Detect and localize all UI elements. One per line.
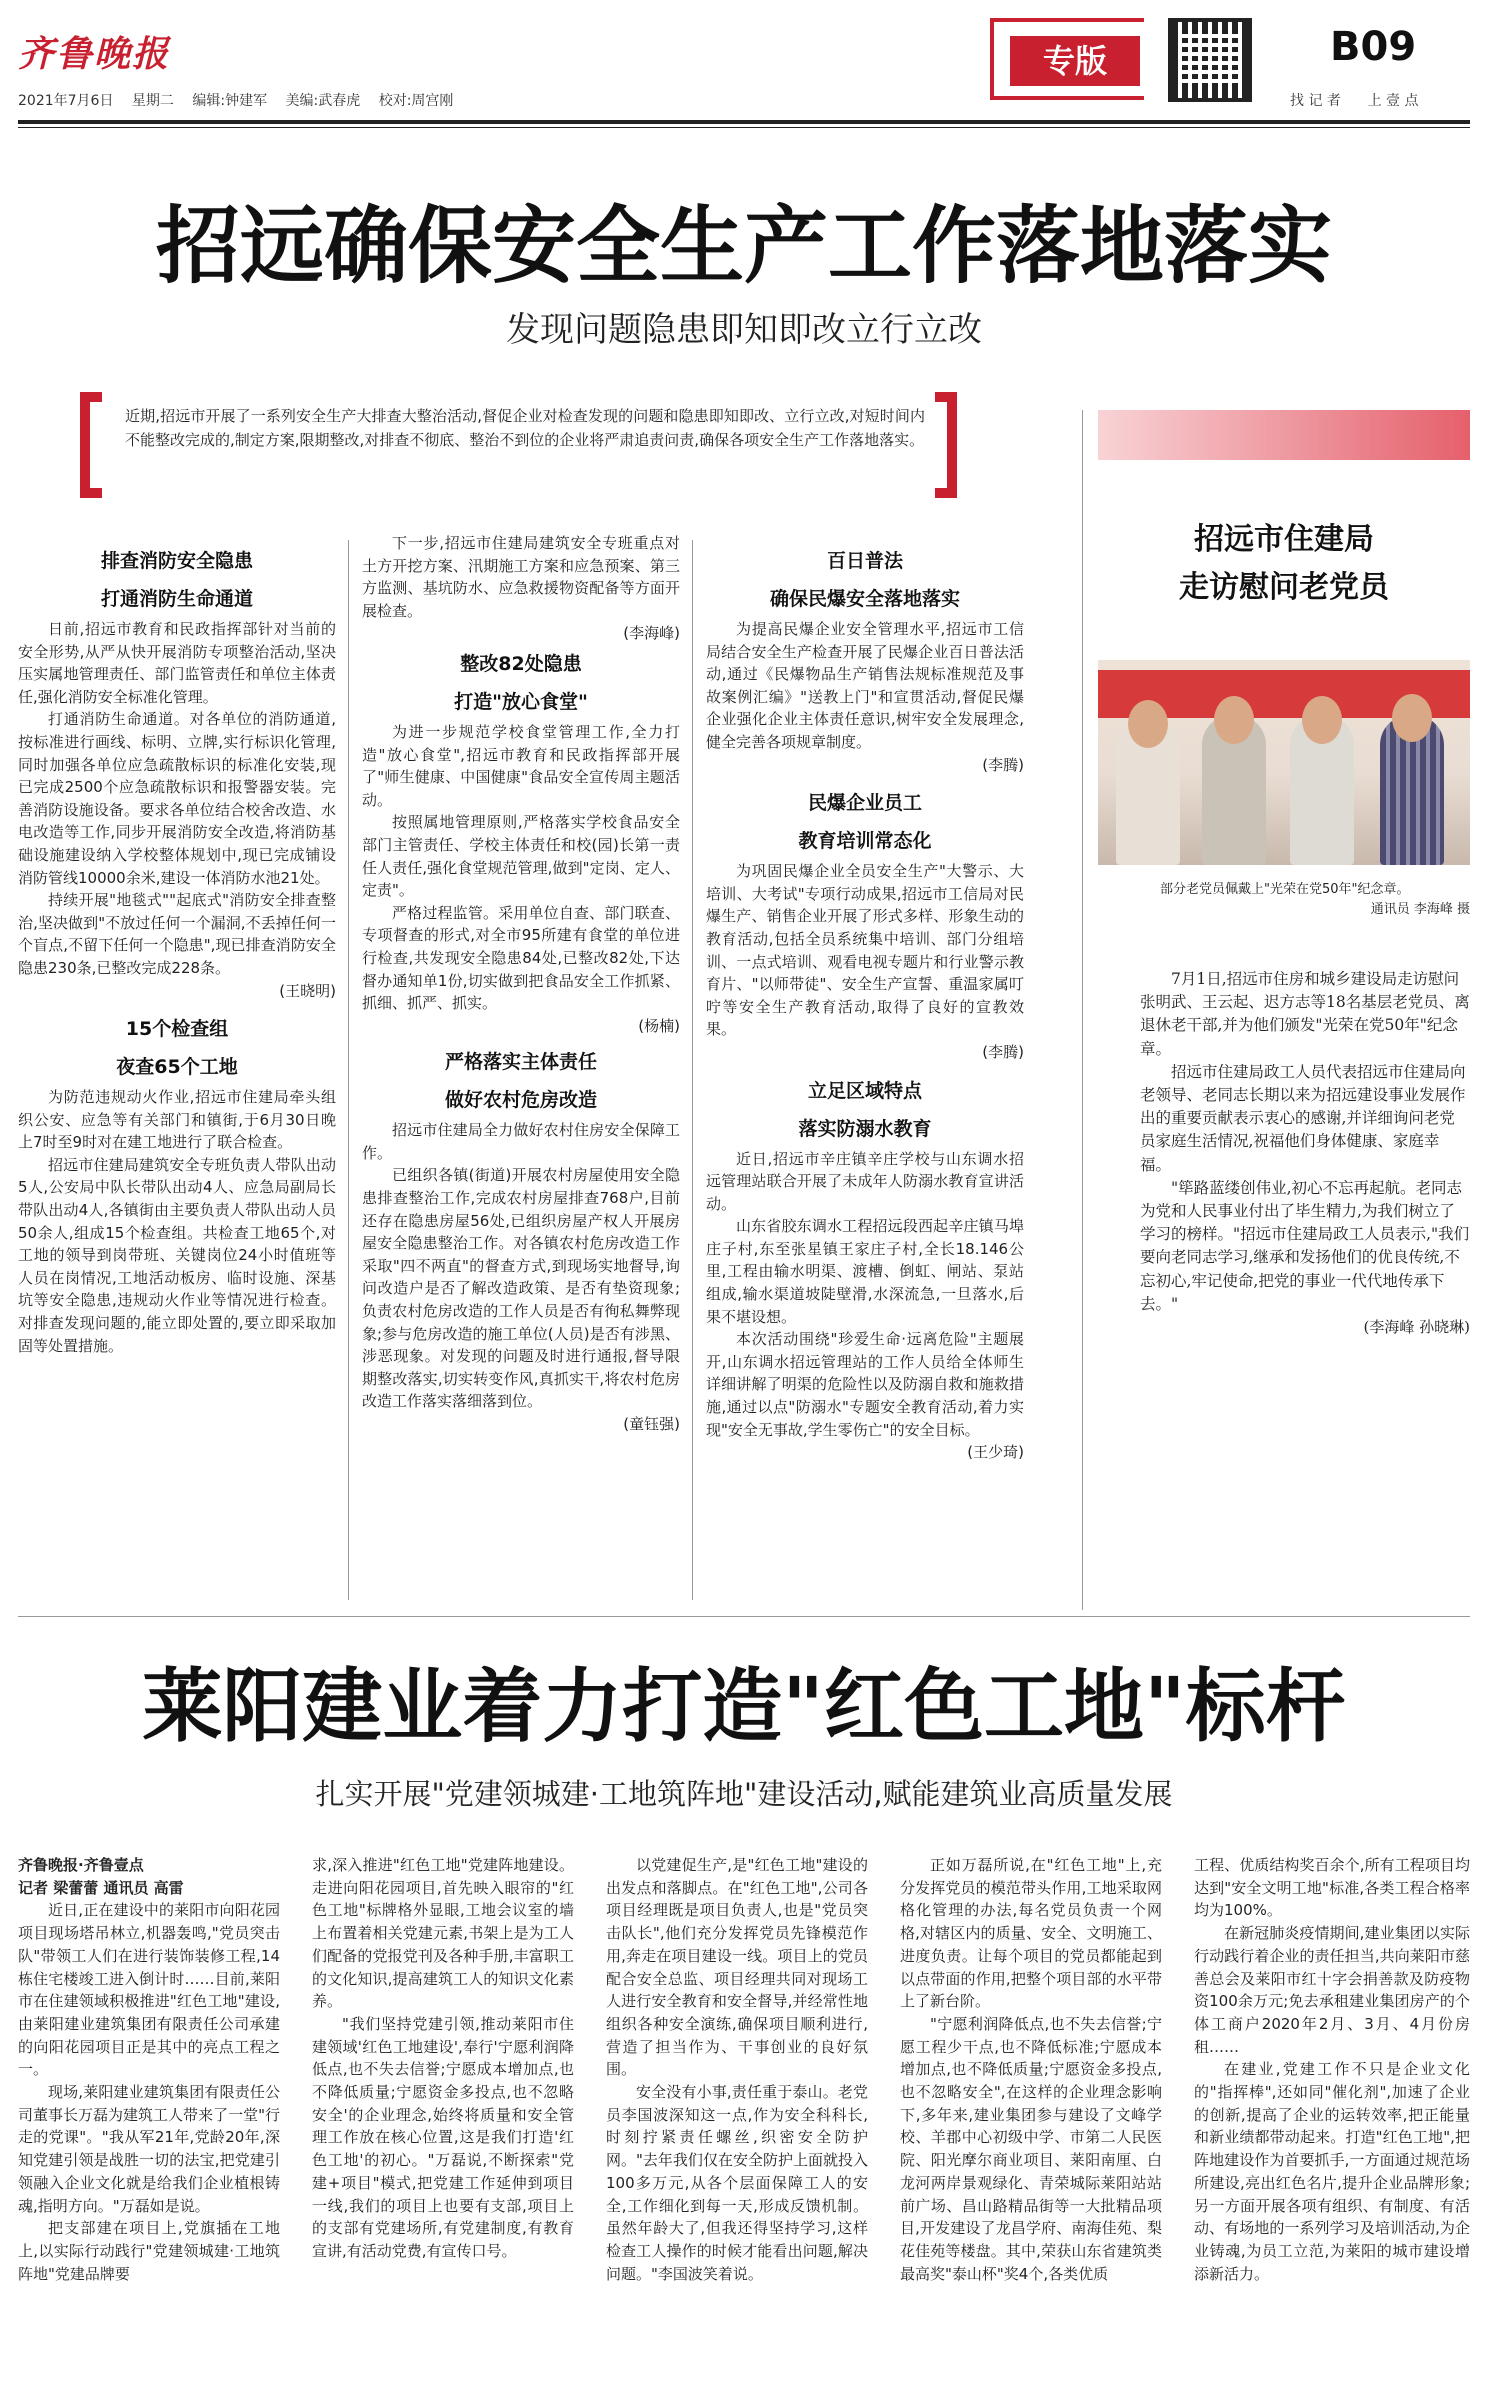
side-title-line2: 走访慰问老党员: [1179, 570, 1389, 605]
paragraph: 严格过程监管。采用单位自查、部门联查、专项督查的形式,对全市95所建有食堂的单位进行检查,共发现安全隐患84处,已整改82处,下达督办通知单1份,切实做到把食品安全工作抓紧、抓细、抓严、抓实。: [362, 903, 680, 1013]
article2-column-5: [1194, 1854, 1470, 2285]
article1-subtitle: 发现问题隐患即知即改立行立改: [506, 310, 982, 350]
paragraph: 招远市住建局建筑安全专班负责人带队出动5人,公安局中队长带队出动4人、应急局副局长带队出动4人,各镇街由主要负责人带队出动人员50余人,组成15个检查组。共检查工地65个,对工地的领导到岗带班、关键岗位24小时值班等人员在岗情况,工地活动板房、临时设施、深基坑等安全隐患,违规动火作业等情况进行检查。对排查发现问题的,能立即处置的,要立即采取加固等处置措施。: [18, 1155, 336, 1355]
paragraph: 为提高民爆企业安全管理水平,招远市工信局结合安全生产检查开展了民爆企业百日普法活动,通过《民爆物品生产销售法规标准规范及事故案例汇编》"送教上门"和宣贯活动,督促民爆企业强化企业主体责任意识,树牢安全发展理念,健全完善各项规章制度。: [706, 620, 1024, 751]
byline: (杨楠): [638, 1016, 680, 1035]
byline: (李海峰 孙晓琳): [1363, 1318, 1470, 1337]
photo-person-head: [1302, 696, 1342, 744]
issue-editor: 编辑:钟建军: [192, 93, 268, 109]
section-heading: 整改82处隐患: [460, 652, 582, 675]
section-heading: 排查消防安全隐患: [100, 550, 253, 572]
article-divider: [18, 1616, 1470, 1617]
paragraph: 本次活动围绕"珍爱生命·远离危险"主题展开,山东调水招远管理站的工作人员给全体师生详细讲解了明渠的危险性以及防溺自救和施救措施,通过以点"防溺水"专题安全教育活动,着力实现"安全无事故,学生零伤亡"的安全目标。: [706, 1330, 1024, 1439]
article2-subtitle: 扎实开展"党建领城建·工地筑阵地"建设活动,赋能建筑业高质量发展: [315, 1777, 1173, 1811]
issue-date: 2021年7月6日: [18, 93, 114, 109]
paragraph: 招远市住建局政工人员代表招远市住建局向老领导、老同志长期以来为招远建设事业发展作出的重要贡献表示衷心的感谢,并详细询问老党员家庭生活情况,祝福他们身体健康、家庭幸福。: [1140, 1062, 1466, 1174]
paragraph: 在建业,党建工作不只是企业文化的"指挥棒",还如同"催化剂",加速了企业的创新,提高了企业的运转效率,把正能量和新业绩都带动起来。打造"红色工地",把阵地建设作为首要抓手,一方面通过规范场所建设,亮出红色名片,提升企业品牌形象;另一方面开展各项有组织、有制度、有活动、有场地的一系列学习及培训活动,为企业铸魂,为员工立范,为莱阳的城市建设增添新活力。: [1194, 2060, 1470, 2283]
paragraph: 在新冠肺炎疫情期间,建业集团以实际行动践行着企业的责任担当,共向莱阳市慈善总会及莱阳市红十字会捐善款及防疫物资100余万元;免去承租建业集团房产的个体工商户2020年2月、3月、4月份房租……: [1194, 1924, 1470, 2056]
section-heading: 做好农村危房改造: [444, 1089, 597, 1112]
paragraph: 山东省胶东调水工程招远段西起辛庄镇马埠庄子村,东至张星镇王家庄子村,全长18.146公里,工程由输水明渠、渡槽、倒虹、闸站、泵站组成,输水渠道坡陡壁滑,水深流急,一旦落水,后果不堪设想。: [706, 1217, 1024, 1326]
article2-column-1: [18, 1854, 280, 2285]
reporter-label: 找 记 者: [1290, 93, 1341, 109]
section-heading: 确保民爆安全落地落实: [769, 588, 960, 610]
article2-reporter: 记者 梁蕾蕾 通讯员 高雷: [18, 1878, 184, 1897]
article1-column-1: [18, 542, 336, 1357]
article1-title: 招远确保安全生产工作落地落实: [155, 196, 1332, 295]
photo-person-head: [1214, 696, 1254, 744]
photo-person-head: [1392, 694, 1432, 742]
issue-designer: 美编:武春虎: [285, 93, 361, 109]
issue-meta: [18, 90, 467, 110]
paragraph: 持续开展"地毯式""起底式"消防安全排查整治,坚决做到"不放过任何一个漏洞,不丢掉任何一个盲点,不留下任何一个隐患",现已排查消防安全隐患230条,已整改完成228条。: [18, 891, 336, 977]
section-heading: 夜查65个工地: [116, 1056, 238, 1079]
paragraph: 按照属地管理原则,严格落实学校食品安全部门主管责任、学校主体责任和校(园)长第一责任人责任,强化食堂规范管理,做到"定岗、定人、定责"。: [362, 813, 680, 900]
section-heading: 百日普法: [826, 550, 903, 572]
article2-title: 莱阳建业着力打造"红色工地"标杆: [142, 1659, 1346, 1753]
paragraph: 以党建促生产,是"红色工地"建设的出发点和落脚点。在"红色工地",公司各项目经理既是项目负责人,也是"党员突击队长",他们充分发挥党员先锋模范作用,奔走在项目建设一线。项目上的党员配合安全总监、项目经理共同对现场工人进行安全教育和安全督导,并经常性地组织各种安全演练,确保项目顺利进行,营造了担当作为、干事创业的良好氛围。: [606, 1856, 868, 2079]
photo-caption: [1160, 880, 1470, 920]
section-heading: 15个检查组: [125, 1018, 229, 1041]
paragraph: 日前,招远市教育和民政指挥部针对当前的安全形势,从严从快开展消防专项整治活动,坚决压实属地管理责任、部门监管责任和单位主体责任,强化消防安全标准化管理。: [18, 620, 336, 706]
article2-column-2: [312, 1854, 574, 2263]
issue-weekday: 星期二: [131, 93, 174, 109]
paragraph: 把支部建在项目上,党旗插在工地上,以实际行动践行"党建领城建·工地筑阵地"党建品牌要: [18, 2219, 280, 2283]
paragraph: 求,深入推进"红色工地"党建阵地建设。走进向阳花园项目,首先映入眼帘的"红色工地"标牌格外显眼,工地会议室的墙上布置着相关党建元素,书架上是为工人们配备的党报党刊及各种手册,丰富职工的文化知识,提高建筑工人的知识文化素养。: [312, 1856, 574, 2011]
photo-caption-text: 部分老党员佩戴上"光荣在党50年"纪念章。: [1160, 882, 1410, 897]
photo-person-head: [1128, 700, 1168, 748]
byline: (童钰强): [623, 1415, 680, 1433]
reporter-app: 上 壹 点: [1367, 93, 1419, 109]
section-heading: 严格落实主体责任: [444, 1051, 597, 1074]
paragraph: 近日,正在建设中的莱阳市向阳花园项目现场塔吊林立,机器轰鸣,"党员突击队"带领工人们在进行装饰装修工程,14栋住宅楼竣工进入倒计时……目前,莱阳市在住建领域积极推进"红色工地"建设,由莱阳建业建筑集团有限责任公司承建的向阳花园项目正是其中的亮点工程之一。: [18, 1901, 280, 2079]
byline: (李腾): [982, 755, 1024, 774]
byline: (李腾): [982, 1042, 1024, 1061]
column-divider: [348, 540, 349, 1600]
section-badge: 专版: [1010, 36, 1140, 86]
paragraph: 为防范违规动火作业,招远市住建局牵头组织公安、应急等有关部门和镇街,于6月30日晚上7时至9时对在建工地进行了联合检查。: [18, 1088, 336, 1152]
section-heading: 民爆企业员工: [807, 792, 922, 815]
reporter-hotline: [1290, 90, 1419, 110]
paragraph: "宁愿利润降低点,也不失去信誉;宁愿工程少干点,也不降低标准;宁愿成本增加点,也不降低质量;宁愿资金多投点,也不忽略安全",在这样的企业理念影响下,多年来,建业集团参与建设了文峰学校、羊郡中心初级中学、市第二人民医院、阳光摩尔商业项目、莱阳南厘、白龙河两岸景观绿化、青荣城际莱阳站站前广场、昌山路精品街等一大批精品项目,开发建设了龙昌学府、南海佳苑、梨花佳苑等楼盘。其中,荣获山东省建筑类最高奖"泰山杯"奖4个,各类优质: [900, 2014, 1162, 2283]
lead-bracket-left: [80, 392, 102, 498]
section-heading: 教育培训常态化: [798, 830, 932, 853]
byline: (李海峰): [623, 624, 680, 643]
paragraph: 为巩固民爆企业全员安全生产"大警示、大培训、大考试"专项行动成果,招远市工信局对民爆生产、销售企业开展了形式多样、形象生动的教育活动,包括全员系统集中培训、部门分组培训、一点式培训、观看电视专题片和行业警示教育片、"以师带徒"、安全生产宣誓、重温家属叮咛等安全生产教育活动,取得了良好的宣教效果。: [706, 862, 1024, 1039]
paragraph: 打通消防生命通道。对各单位的消防通道,按标准进行画线、标明、立牌,实行标识化管理,同时加强各单位应急疏散标识的标准化安装,现已完成2500个应急疏散标识和报警器安装。完善消防设施设备。要求各单位结合校舍改造、水电改造等工作,同步开展消防安全改造,将消防基础设施建设纳入学校整体规划中,现已完成铺设消防管线10000余米,建设一体消防水池21处。: [18, 710, 336, 887]
paragraph: "我们坚持党建引领,推动莱阳市住建领域'红色工地建设',奉行'宁愿利润降低点,也不失去信誉;宁愿成本增加点,也不降低质量;宁愿资金多投点,也不忽略安全'的企业理念,始终将质量和安全管理工作放在核心位置,这是我们打造'红色工地'的初心。"万磊说,不断探索"党建+项目"模式,把党建工作延伸到项目一线,我们的项目上也要有支部,项目上的支部有党建场所,有党建制度,有教育宣讲,有活动党费,有宣传口号。: [312, 2014, 574, 2260]
masthead-rule: [18, 120, 1470, 124]
article1-column-3: [706, 542, 1024, 1464]
article2-column-3: [606, 1854, 868, 2285]
paragraph: 招远市住建局全力做好农村住房安全保障工作。: [362, 1121, 680, 1162]
paragraph: 工程、优质结构奖百余个,所有工程项目均达到"安全文明工地"标准,各类工程合格率均为100%。: [1194, 1856, 1470, 1920]
article2-source: 齐鲁晚报·齐鲁壹点: [18, 1856, 144, 1874]
paragraph: 7月1日,招远市住房和城乡建设局走访慰问张明武、王云起、迟方志等18名基层老党员、离退休老干部,并为他们颁发"光荣在党50年"纪念章。: [1140, 970, 1470, 1058]
paragraph: 已组织各镇(街道)开展农村房屋使用安全隐患排查整治工作,完成农村房屋排查768户,目前还存在隐患房屋56处,已组织房屋产权人开展房屋安全隐患整治工作。对各镇农村危房改造工作采取"四不两直"的督查方式,到现场实地督导,询问改造户是否了解改造政策、是否有垫资现象;负责农村危房改造的工作人员是否有徇私舞弊现象;参与危房改造的施工单位(人员)是否有涉黑、涉恶现象。对发现的问题及时进行通报,督导限期整改落实,切实转变作风,真抓实干,将农村危房改造工作落实落细落到位。: [362, 1166, 680, 1411]
issue-proof: 校对:周宫刚: [378, 93, 454, 109]
paragraph: 为进一步规范学校食堂管理工作,全力打造"放心食堂",招远市教育和民政指挥部开展了"师生健康、中国健康"食品安全宣传周主题活动。: [362, 722, 680, 809]
section-heading: 立足区域特点: [807, 1079, 922, 1102]
side-title: [1098, 516, 1470, 612]
paragraph: "筚路蓝缕创伟业,初心不忘再起航。老同志为党和人民事业付出了毕生精力,为我们树立了学习的榜样。"招远市住建局政工人员表示,"我们要向老同志学习,继承和发扬他们的优良传统,不忘初心,牢记使命,把党的事业一代代地传承下去。": [1140, 1178, 1470, 1313]
paragraph: 正如万磊所说,在"红色工地"上,充分发挥党员的模范带头作用,工地采取网格化管理的办法,每名党员负责一个网格,对辖区内的质量、安全、文明施工、进度负责。让每个项目的党员都能起到以点带面的作用,把整个项目部的水平带上了新台阶。: [900, 1856, 1162, 2011]
section-heading: 落实防溺水教育: [798, 1117, 932, 1140]
paragraph: 下一步,招远市住建局建筑安全专班重点对土方开挖方案、汛期施工方案和应急预案、第三方监测、基坑防水、应急救援物资配备等方面开展检查。: [362, 534, 680, 620]
masthead-rule-thin: [18, 127, 1470, 128]
paragraph: 安全没有小事,责任重于泰山。老党员李国波深知这一点,作为安全科科长,时刻拧紧责任螺丝,织密安全防护网。"去年我们仅在安全防护上面就投入100多万元,从各个层面保障工人的安全,工作细化到每一天,形成反馈机制。虽然年龄大了,但我还得坚持学习,这样检查工人操作的时候才能看出问题,解决问题。"李国波笑着说。: [606, 2083, 868, 2283]
column-divider: [692, 540, 693, 1600]
side-title-bar: [1098, 410, 1470, 460]
photo-credit: 通讯员 李海峰 摄: [1370, 902, 1470, 917]
section-heading: 打通消防生命通道: [100, 588, 253, 610]
lead-bracket-right: [935, 392, 957, 498]
side-article: [1140, 968, 1470, 1339]
side-title-line1: 招远市住建局: [1194, 522, 1374, 557]
byline: (王少琦): [967, 1443, 1024, 1462]
paragraph: 近日,招远市辛庄镇辛庄学校与山东调水招远管理站联合开展了未成年人防溺水教育宣讲活动。: [706, 1149, 1024, 1213]
section-heading: 打造"放心食堂": [454, 690, 588, 713]
article1-column-2: [362, 532, 680, 1436]
article1-lead: 近期,招远市开展了一系列安全生产大排查大整治活动,督促企业对检查发现的问题和隐患即知即改、立行立改,对短时间内不能整改完成的,制定方案,限期整改,对排查不彻底、整治不到位的企业将严肃追责问责,确保各项安全生产工作落地落实。: [125, 407, 925, 449]
page-number: B09: [1330, 24, 1417, 70]
column-divider: [1082, 410, 1083, 1610]
side-photo: [1098, 660, 1470, 865]
article2-column-4: [900, 1854, 1162, 2285]
qr-code-icon: [1168, 18, 1252, 102]
newspaper-logo: 齐鲁晚报: [18, 33, 171, 75]
byline: (王晓明): [279, 981, 336, 1000]
paragraph: 现场,莱阳建业建筑集团有限责任公司董事长万磊为建筑工人带来了一堂"行走的党课"。"我从军21年,党龄20年,深知党建引领是战胜一切的法宝,把党建引领融入企业文化就是给我们企业植根铸魂,指明方向。"万磊如是说。: [18, 2083, 280, 2215]
